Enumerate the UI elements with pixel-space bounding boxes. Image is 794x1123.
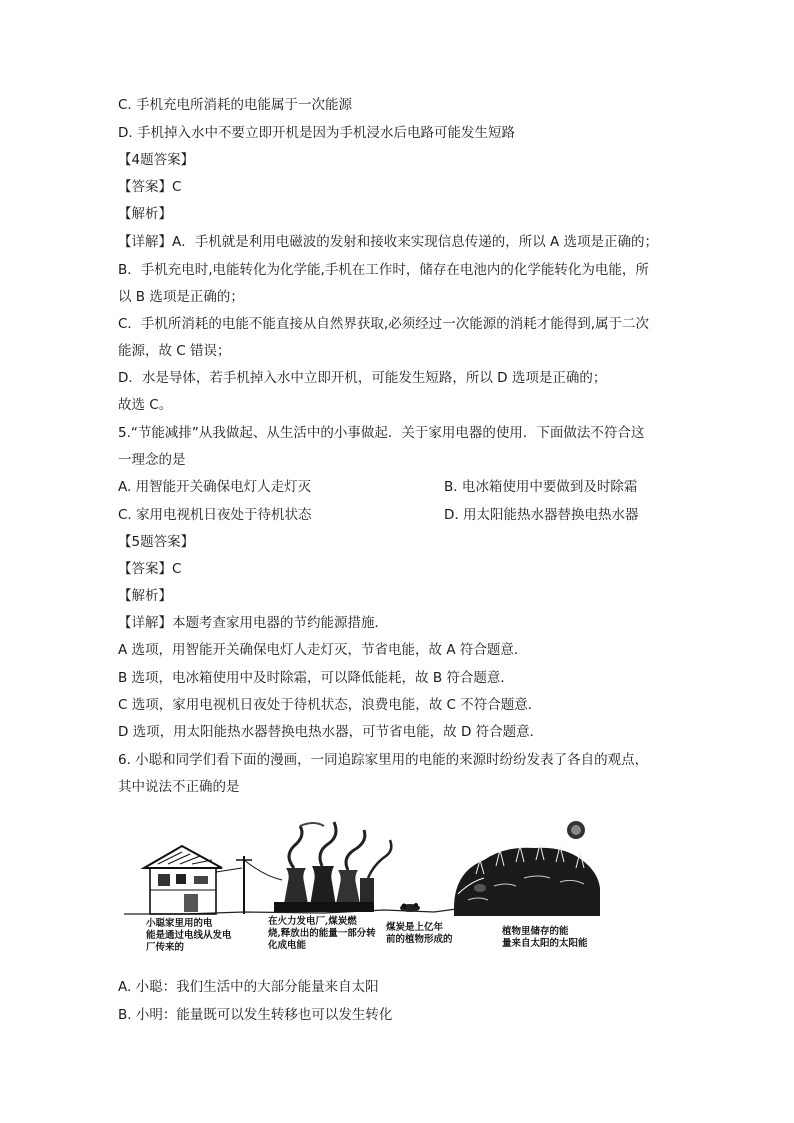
q4-detail-line: 【详解】A．手机就是利用电磁波的发射和接收来实现信息传递的，所以 A 选项是正确的； bbox=[118, 234, 659, 250]
plants-hill-icon bbox=[454, 844, 600, 916]
q5-detail-line: C 选项，家用电视机日夜处于待机状态，浪费电能，故 C 不符合题意． bbox=[118, 697, 542, 713]
q4-detail-line: 故选 C。 bbox=[118, 397, 173, 413]
q4-detail-line: C．手机所消耗的电能不能直接从自然界获取,必须经过一次能源的消耗才能得到,属于二次 bbox=[118, 316, 650, 332]
sun-icon bbox=[567, 821, 585, 839]
q4-analysis-tag: 【解析】 bbox=[118, 206, 172, 222]
energy-source-comic bbox=[124, 816, 604, 970]
q4-option-d: D. 手机掉入水中不要立即开机是因为手机浸水后电路可能发生短路 bbox=[118, 125, 515, 141]
q5-detail-line: A 选项，用智能开关确保电灯人走灯灭，节省电能，故 A 符合题意． bbox=[118, 642, 528, 658]
q5-answer-tag: 【5题答案】 bbox=[118, 534, 195, 550]
q4-answer-tag: 【4题答案】 bbox=[118, 152, 195, 168]
caption-power-plant: 在火力发电厂,煤炭燃 烧,释放出的能量一部分转 化成电能 bbox=[268, 916, 376, 951]
q5-stem: 一理念的是 bbox=[118, 452, 186, 468]
power-plant-icon bbox=[274, 822, 391, 912]
q4-detail-line: 以 B 选项是正确的； bbox=[118, 289, 244, 305]
q5-option-d: D. 用太阳能热水器替换电热水器 bbox=[444, 507, 639, 523]
q5-detail-line: 【详解】本题考查家用电器的节约能源措施． bbox=[118, 615, 388, 631]
q5-stem: 5.“节能减排”从我做起、从生活中的小事做起．关于家用电器的使用．下面做法不符合这 bbox=[118, 425, 645, 441]
q5-answer: 【答案】C bbox=[118, 561, 182, 577]
q5-option-c: C. 家用电视机日夜处于待机状态 bbox=[118, 507, 312, 523]
q4-detail-line: D．水是导体，若手机掉入水中立即开机，可能发生短路，所以 D 选项是正确的； bbox=[118, 370, 607, 386]
q4-detail-line: 能源，故 C 错误； bbox=[118, 343, 231, 359]
coal-pile-icon bbox=[400, 903, 420, 912]
q5-detail-line: D 选项，用太阳能热水器替换电热水器，可节省电能，故 D 符合题意． bbox=[118, 724, 544, 740]
q6-stem: 6. 小聪和同学们看下面的漫画，一同追踪家里用的电能的来源时纷纷发表了各自的观点， bbox=[118, 752, 649, 768]
q4-detail-line: B．手机充电时,电能转化为化学能,手机在工作时，储存在电池内的化学能转化为电能，所 bbox=[118, 262, 649, 278]
q4-option-c: C. 手机充电所消耗的电能属于一次能源 bbox=[118, 97, 353, 113]
caption-coal: 煤炭是上亿年 前的植物形成的 bbox=[386, 922, 453, 945]
q5-option-a: A. 用智能开关确保电灯人走灯灭 bbox=[118, 479, 312, 495]
q6-option-a: A. 小聪：我们生活中的大部分能量来自太阳 bbox=[118, 979, 379, 995]
house-icon bbox=[144, 846, 242, 914]
caption-house: 小聪家里用的电 能是通过电线从发电 厂传来的 bbox=[146, 918, 232, 953]
q6-stem: 其中说法不正确的是 bbox=[118, 779, 240, 795]
q6-option-b: B. 小明：能量既可以发生转移也可以发生转化 bbox=[118, 1007, 393, 1023]
q4-answer: 【答案】C bbox=[118, 179, 182, 195]
q5-detail-line: B 选项，电冰箱使用中及时除霜，可以降低能耗，故 B 符合题意． bbox=[118, 670, 514, 686]
q5-option-b: B. 电冰箱使用中要做到及时除霜 bbox=[444, 479, 638, 495]
q5-analysis-tag: 【解析】 bbox=[118, 588, 172, 604]
caption-plants: 植物里储存的能 量来自太阳的太阳能 bbox=[502, 926, 588, 949]
